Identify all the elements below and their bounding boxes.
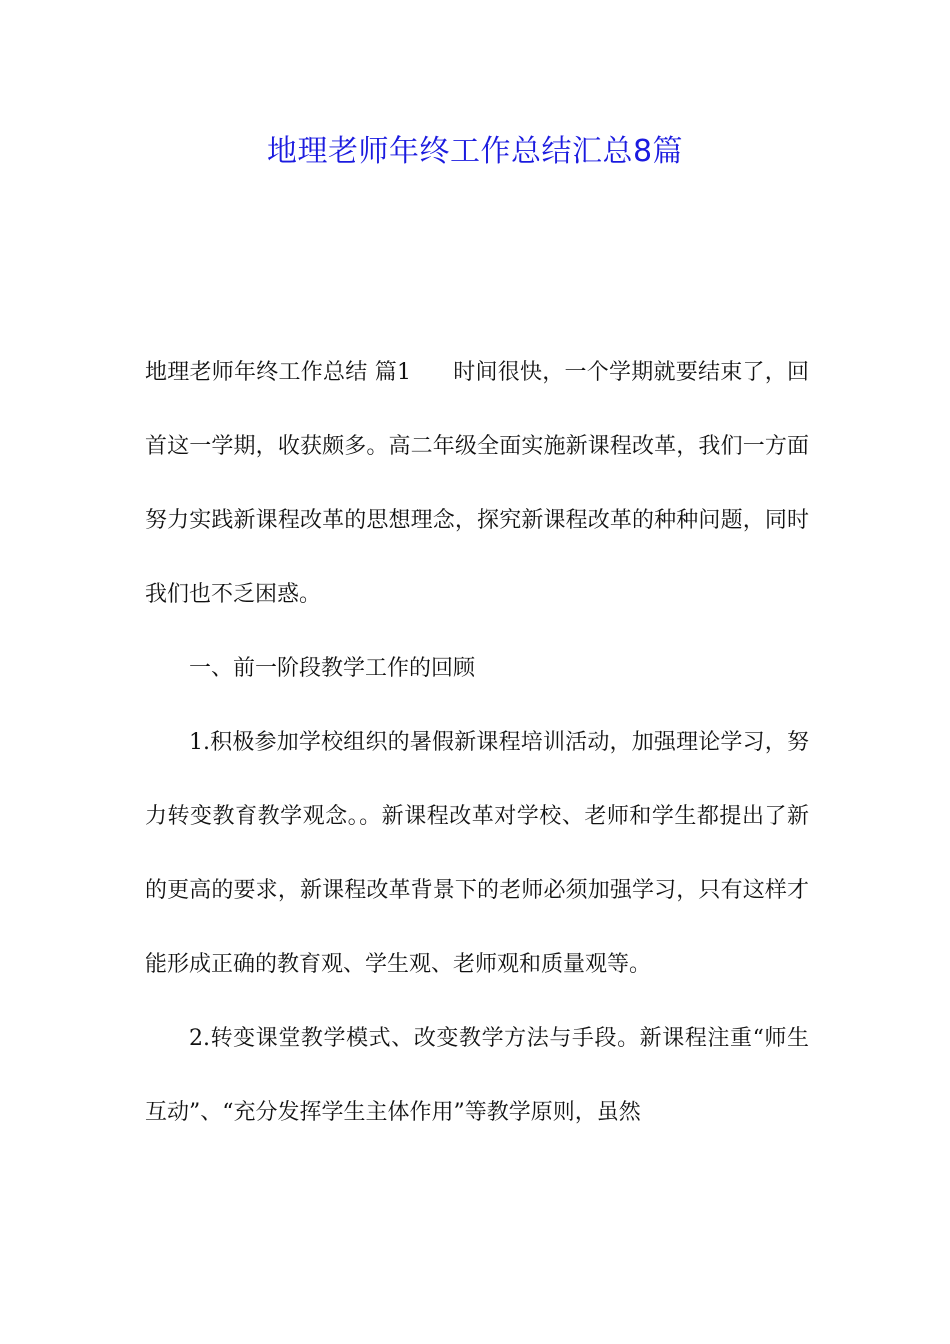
paragraph-item-1: 1.积极参加学校组织的暑假新课程培训活动，加强理论学习，努力转变教育教学观念。。新课程改革对学校、老师和学生都提出了新的更高的要求，新课程改革背景下的老师必须加强学习，只有这样才能形成正确的教育观、学生观、老师观和质量观等。 — [145, 730, 809, 977]
paragraph-item-2: 2.转变课堂教学模式、改变教学方法与手段。新课程注重“师生互动”、“充分发挥学生主体作用”等教学原则，虽然 — [145, 1026, 809, 1125]
subsection-heading: 一、前一阶段教学工作的回顾 — [189, 656, 476, 681]
section-heading: 地理老师年终工作总结 篇1 — [145, 360, 411, 385]
intro-text: 时间很快，一个学期就要结束了，回首这一学期，收获颇多。高二年级全面实施新课程改革，我们一方面努力实践新课程改革的思想理念，探究新课程改革的种种问题，同时我们也不乏困惑。 — [145, 360, 809, 607]
intro-paragraph — [145, 336, 809, 632]
document-body — [145, 336, 809, 1150]
document-title: 地理老师年终工作总结汇总8篇 — [266, 134, 684, 169]
